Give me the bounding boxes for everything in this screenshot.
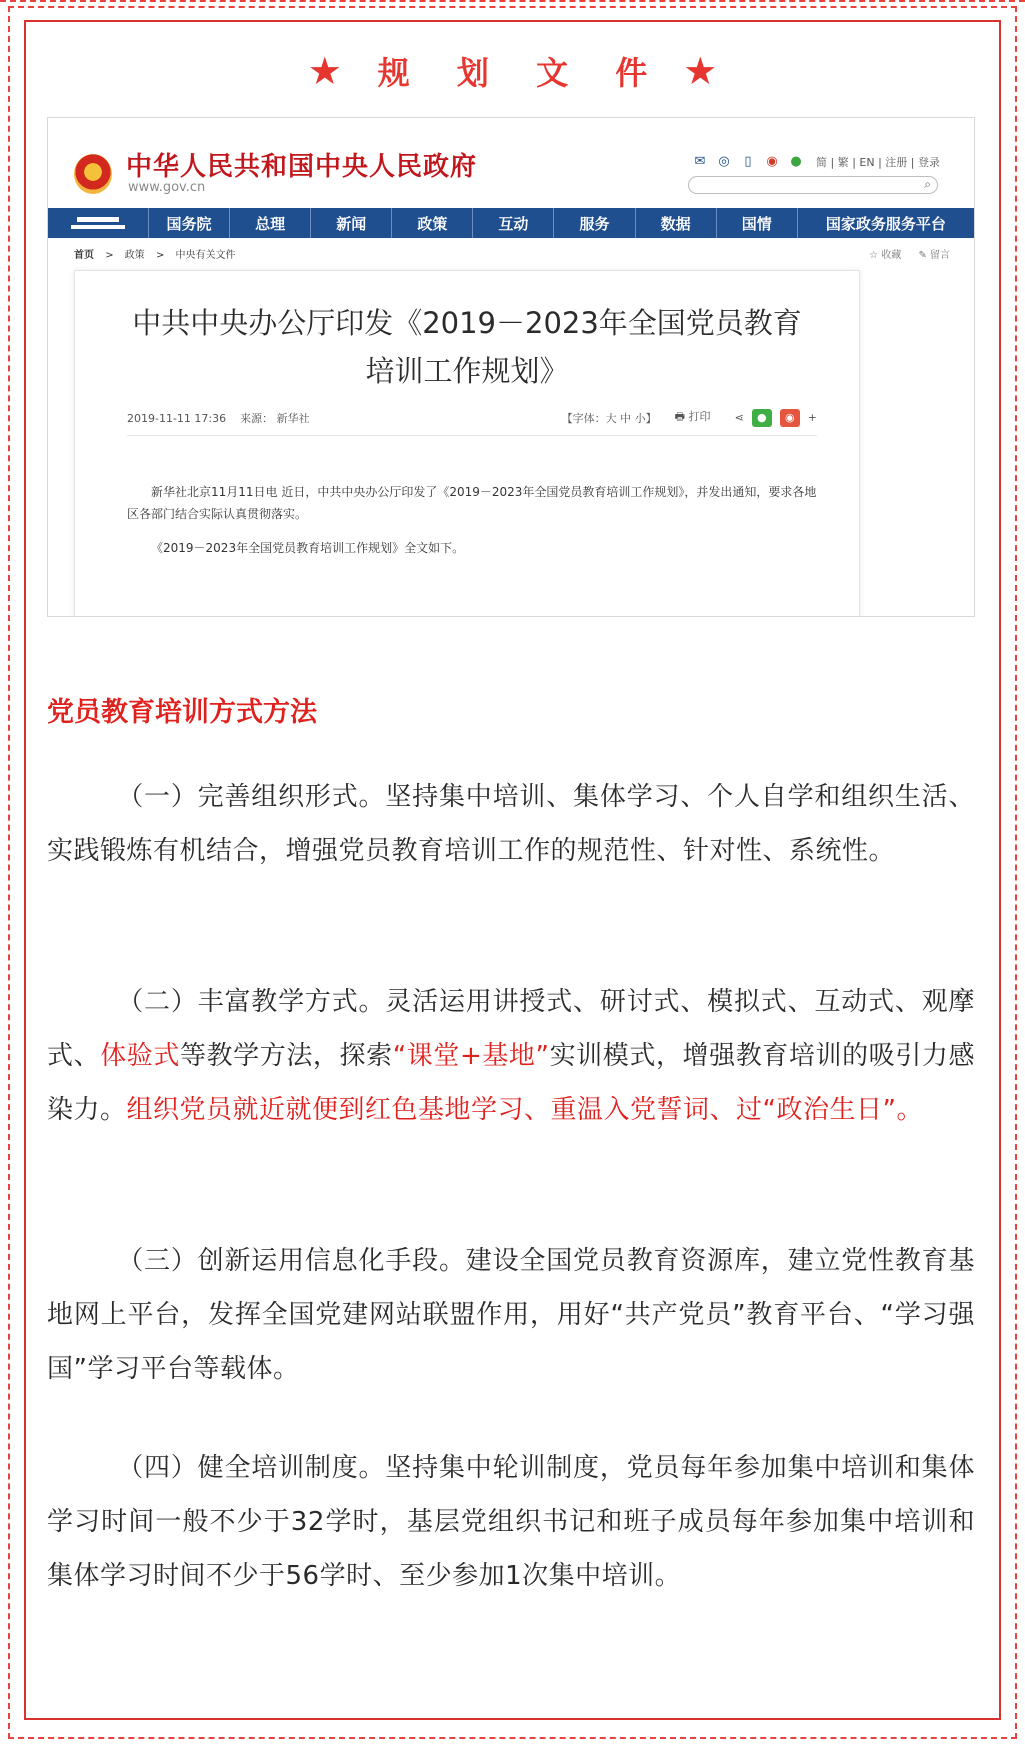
gov-nav-bar (48, 208, 974, 238)
breadcrumb (74, 246, 950, 264)
nav-item[interactable]: 国情 (717, 208, 798, 238)
paragraph-4: （四）健全培训制度。坚持集中轮训制度，党员每年参加集中培训和集体学习时间一般不少于32学时，基层党组织书记和班子成员每年参加集中培训和集体学习时间不少于56学时、至少参加1次集中培训。 (47, 1453, 975, 1591)
star-icon-right: ★ (683, 49, 718, 93)
national-emblem-icon (74, 154, 112, 194)
search-icon[interactable]: ⌕ (924, 177, 931, 191)
weibo-icon[interactable]: ◉ (766, 154, 778, 169)
tiananmen-icon (71, 215, 125, 231)
more-share-icon[interactable]: + (807, 411, 817, 424)
site-title: 中华人民共和国中央人民政府 (126, 152, 478, 182)
top-links[interactable]: 简 | 繁 | EN | 注册 | 登录 (816, 156, 940, 169)
article-date: 2019-11-11 17:36 (127, 412, 227, 425)
gov-screenshot (47, 117, 975, 617)
heading-title: 规 划 文 件 (377, 54, 666, 92)
meta-divider (127, 435, 817, 436)
p2-text: 等教学方法，探索 (179, 1041, 393, 1071)
nav-item[interactable]: 服务 (554, 208, 635, 238)
breadcrumb-sep: > (155, 250, 165, 261)
section-heading: 党员教育培训方式方法 (47, 697, 317, 728)
breadcrumb-current[interactable]: 中央有关文件 (175, 250, 236, 261)
paragraph-3: （三）创新运用信息化手段。建设全国党员教育资源库，建立党性教育基地网上平台，发挥全国党建网站联盟作用，用好“共产党员”教育平台、“学习强国”学习平台等载体。 (47, 1246, 975, 1384)
mobile-icon[interactable]: ▯ (744, 154, 752, 169)
nav-item[interactable]: 国务院 (149, 208, 230, 238)
site-url: www.gov.cn (128, 180, 206, 195)
article-source: 来源： 新华社 (240, 412, 310, 425)
comment-button[interactable]: ✎ 留言 (918, 250, 950, 261)
paragraph-2 (47, 975, 975, 1137)
breadcrumb-sep: > (105, 250, 114, 261)
font-size-control[interactable]: 【字体：大 中 小】 (561, 411, 657, 425)
nav-item[interactable]: 国家政务服务平台 (825, 214, 946, 233)
article-paragraph: 新华社北京11月11日电 近日，中共中央办公厅印发了《2019－2023年全国党员教育培训工作规划》，并发出通知，要求各地区各部门结合实际认真贯彻落实。 (127, 485, 817, 521)
share-icon[interactable]: ⋖ (734, 411, 744, 424)
heading (0, 46, 1025, 96)
p2-highlight: 体验式 (100, 1041, 180, 1071)
print-button[interactable]: 🖶 打印 (674, 410, 711, 423)
paragraph-1: （一）完善组织形式。坚持集中培训、集体学习、个人自学和组织生活、实践锻炼有机结合，增强党员教育培训工作的规范性、针对性、系统性。 (47, 782, 975, 866)
breadcrumb-home[interactable]: 首页 (74, 250, 94, 261)
nav-item[interactable]: 互动 (473, 208, 554, 238)
p2-text: 实训模式，增强教育培训的吸引力感染力。 (47, 1041, 975, 1125)
star-icon-left: ★ (307, 49, 342, 93)
nav-item[interactable]: 数据 (636, 208, 717, 238)
article-card (74, 270, 860, 617)
gov-header (48, 118, 974, 208)
article-paragraph: 《2019－2023年全国党员教育培训工作规划》全文如下。 (151, 541, 465, 555)
wechat-icon[interactable]: ● (790, 154, 802, 169)
top-icon-bar (692, 154, 940, 170)
nav-item[interactable]: 新闻 (311, 208, 392, 238)
article-title: 中共中央办公厅印发《2019－2023年全国党员教育培训工作规划》 (132, 306, 802, 388)
nav-home[interactable] (48, 208, 149, 238)
nav-item[interactable]: 总理 (230, 208, 311, 238)
p2-highlight: 组织党员就近就便到红色基地学习、重温入党誓词、过“政治生日”。 (126, 1095, 923, 1125)
search-input[interactable] (688, 176, 938, 194)
article-meta (127, 410, 817, 426)
nav-item[interactable]: 政策 (392, 208, 473, 238)
p2-text: （二）丰富教学方式。灵活运用讲授式、研讨式、模拟式、互动式、观摩式、 (47, 987, 975, 1071)
p2-highlight: “课堂+基地” (392, 1041, 550, 1071)
favorite-button[interactable]: ☆ 收藏 (869, 250, 902, 261)
breadcrumb-policy[interactable]: 政策 (124, 250, 145, 261)
app-icon[interactable]: ◎ (718, 154, 730, 169)
weibo-share-icon[interactable]: ◉ (780, 409, 800, 427)
mail-icon[interactable]: ✉ (694, 154, 706, 169)
wechat-share-icon[interactable]: ● (752, 409, 772, 427)
